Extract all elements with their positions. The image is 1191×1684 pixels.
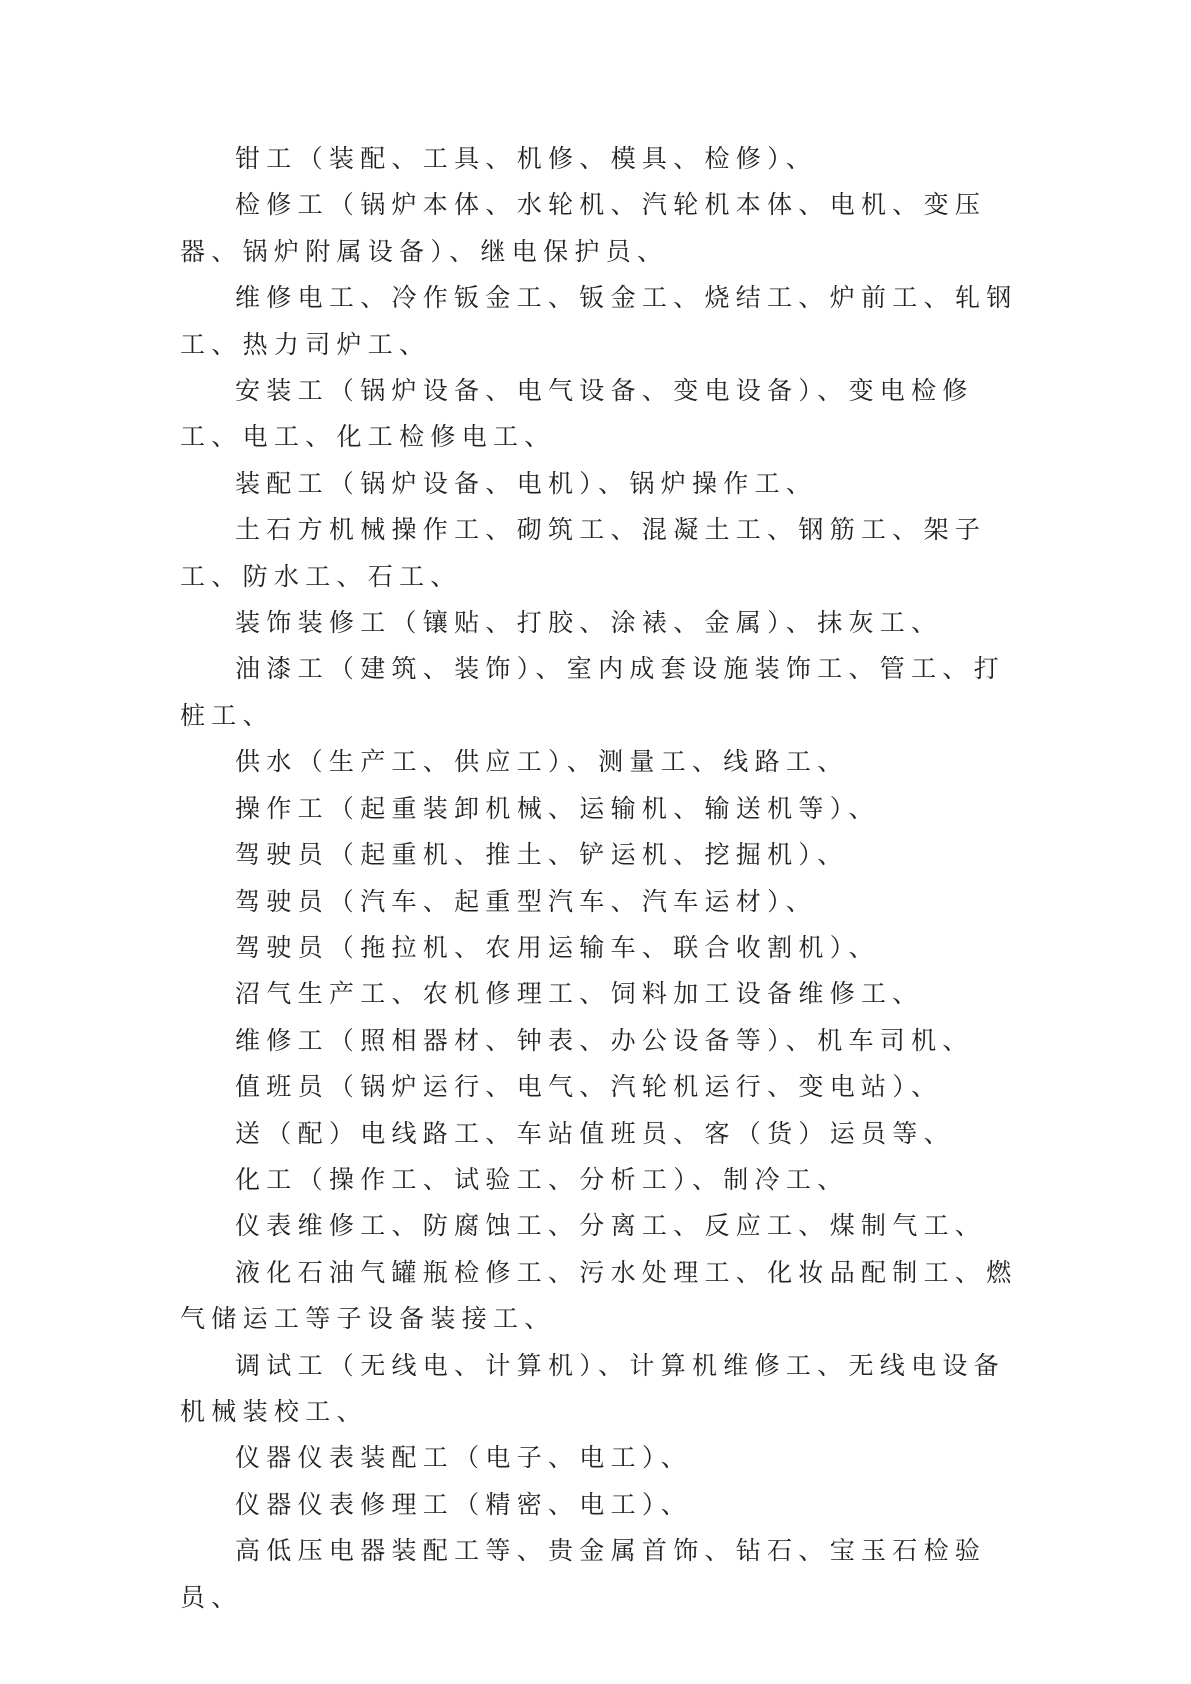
paragraph-17: 送（配）电线路工、车站值班员、客（货）运员等、: [235, 1118, 955, 1148]
paragraph-20: 液化石油气罐瓶检修工、污水处理工、化妆品配制工、燃气储运工等子设备装接工、: [180, 1257, 1018, 1334]
document-body: [180, 136, 1030, 1621]
paragraph-19: 仪表维修工、防腐蚀工、分离工、反应工、煤制气工、: [235, 1211, 987, 1241]
paragraph-4: 安装工（锅炉设备、电气设备、变电设备）、变电检修工、电工、化工检修电工、: [180, 376, 974, 452]
paragraph-8: 油漆工（建筑、装饰）、室内成套设施装饰工、管工、打桩工、: [180, 654, 1006, 730]
paragraph-22: 仪器仪表装配工（电子、电工）、: [235, 1443, 693, 1473]
paragraph-21: 调试工（无线电、计算机）、计算机维修工、无线电设备机械装校工、: [180, 1350, 1006, 1426]
paragraph-2: 检修工（锅炉本体、水轮机、汽轮机本体、电机、变压器、锅炉附属设备）、继电保护员、: [180, 190, 987, 266]
paragraph-10: 操作工（起重装卸机械、运输机、输送机等）、: [235, 793, 880, 823]
paragraph-18: 化工（操作工、试验工、分析工）、制冷工、: [235, 1164, 849, 1194]
paragraph-15: 维修工（照相器材、钟表、办公设备等）、机车司机、: [235, 1025, 974, 1055]
paragraph-5: 装配工（锅炉设备、电机）、锅炉操作工、: [235, 468, 818, 498]
paragraph-1: 钳工（装配、工具、机修、模具、检修）、: [235, 144, 818, 173]
paragraph-7: 装饰装修工（镶贴、打胶、涂裱、金属）、抹灰工、: [235, 608, 943, 638]
paragraph-16: 值班员（锅炉运行、电气、汽轮机运行、变电站）、: [235, 1072, 943, 1102]
paragraph-13: 驾驶员（拖拉机、农用运输车、联合收割机）、: [235, 932, 880, 962]
paragraph-3: 维修电工、冷作钣金工、钣金工、烧结工、炉前工、轧钢工、热力司炉工、: [180, 283, 1018, 359]
paragraph-14: 沼气生产工、农机修理工、饲料加工设备维修工、: [235, 979, 924, 1009]
paragraph-6: 土石方机械操作工、砌筑工、混凝土工、钢筋工、架子工、防水工、石工、: [180, 515, 987, 591]
paragraph-24: 高低压电器装配工等、贵金属首饰、钻石、宝玉石检验员、: [180, 1536, 987, 1612]
paragraph-11: 驾驶员（起重机、推土、铲运机、挖掘机）、: [235, 840, 849, 870]
paragraph-9: 供水（生产工、供应工）、测量工、线路工、: [235, 747, 849, 777]
paragraph-23: 仪器仪表修理工（精密、电工）、: [235, 1489, 693, 1519]
paragraph-12: 驾驶员（汽车、起重型汽车、汽车运材）、: [235, 886, 818, 916]
